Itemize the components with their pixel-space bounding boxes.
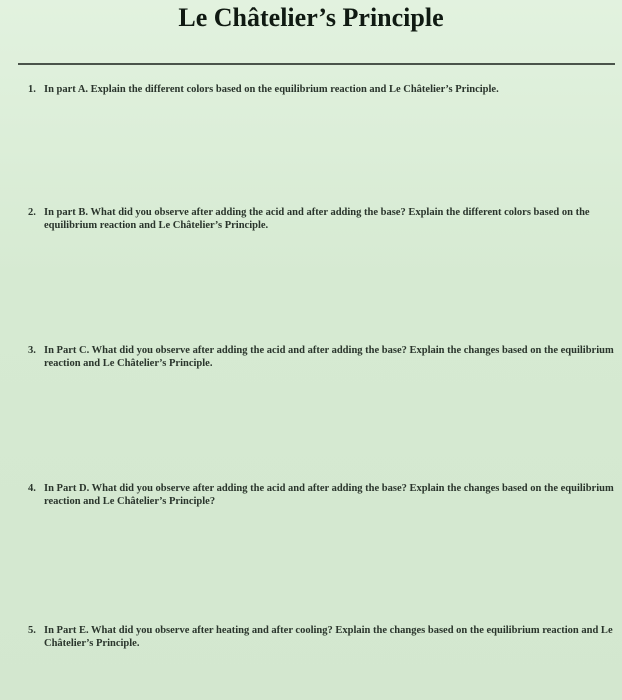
question-text: In Part D. What did you observe after adding the acid and after adding the base? Explain the changes based on the equilibrium reaction and Le Châtelier’s Principle? [44,483,614,507]
question-4 [28,482,618,508]
question-text: In Part E. What did you observe after heating and after cooling? Explain the changes based on the equilibrium reaction and Le Châtelier’s Principle. [44,625,613,649]
question-text: In Part C. What did you observe after adding the acid and after adding the base? Explain the changes based on the equilibrium reaction and Le Châtelier’s Principle. [44,345,614,369]
question-text: In part A. Explain the different colors based on the equilibrium reaction and Le Châtelier’s Principle. [44,84,499,95]
question-1 [28,83,618,96]
question-number: 1. [28,84,36,95]
title-divider [18,63,615,65]
question-number: 3. [28,345,36,356]
question-3 [28,344,618,370]
question-text: In part B. What did you observe after adding the acid and after adding the base? Explain the different colors based on the equilibrium reaction and Le Châtelier’s Principle. [44,207,590,231]
question-5 [28,624,618,650]
question-number: 5. [28,625,36,636]
question-number: 2. [28,207,36,218]
question-number: 4. [28,483,36,494]
page-title: Le Châtelier’s Principle [178,3,444,32]
question-2 [28,206,618,232]
